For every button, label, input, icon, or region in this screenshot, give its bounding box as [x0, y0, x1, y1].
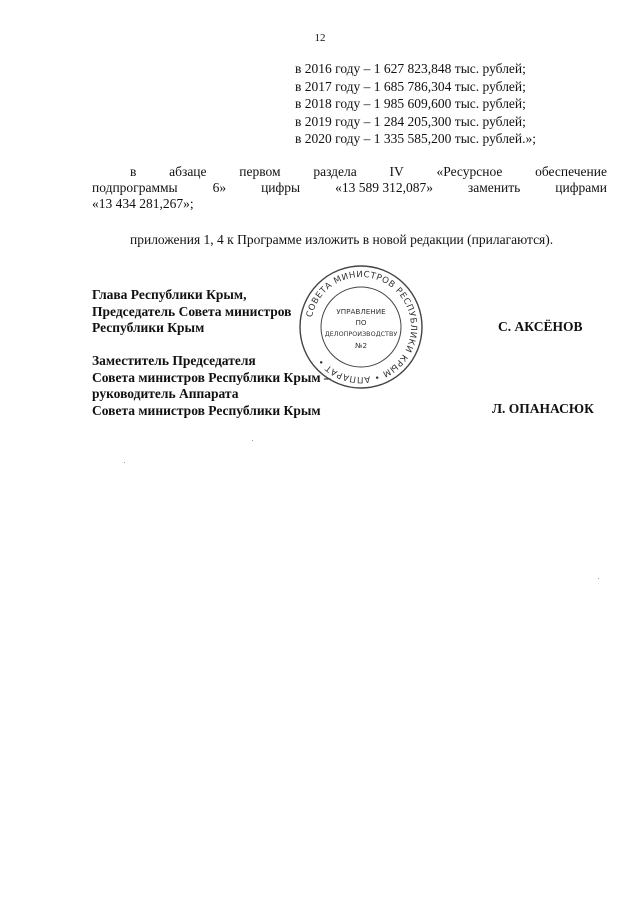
stamp-line: ПО	[355, 318, 367, 327]
word: «Ресурсное	[436, 164, 503, 179]
title-line: Глава Республики Крым,	[92, 287, 247, 302]
budget-line-2016: в 2016 году – 1 627 823,848 тыс. рублей;	[295, 61, 526, 76]
word: абзаце	[169, 164, 207, 179]
paragraph-line-2	[92, 180, 607, 196]
budget-line-2018: в 2018 году – 1 985 609,600 тыс. рублей;	[295, 96, 526, 112]
stamp-ring-text: СОВЕТА МИНИСТРОВ РЕСПУБЛИКИ КРЫМ • АППАРАТ •	[304, 269, 419, 385]
budget-line-2020: в 2020 году – 1 335 585,200 тыс. рублей.»;	[295, 131, 537, 147]
paragraph-amendment	[92, 164, 607, 212]
paragraph-appendices: приложения 1, 4 к Программе изложить в новой редакции (прилагаются).	[130, 232, 554, 247]
title-line: Председатель Совета министров	[92, 303, 292, 319]
stamp-line: №2	[354, 341, 368, 350]
stamp-line: ДЕЛОПРОИЗВОДСТВУ	[324, 330, 398, 338]
signatory-1-title	[92, 287, 291, 337]
word: первом	[239, 164, 281, 179]
word: раздела	[313, 164, 357, 179]
title-line: Совета министров Республики Крым –	[92, 369, 331, 385]
title-line: руководитель Аппарата	[92, 386, 239, 401]
title-line: Совета министров Республики Крым	[92, 402, 321, 418]
page-number: 12	[314, 32, 326, 44]
word: цифрами	[555, 180, 607, 195]
budget-line-2017: в 2017 году – 1 685 786,304 тыс. рублей;	[295, 78, 526, 94]
official-stamp	[296, 262, 426, 392]
word: «13 589 312,087»	[335, 180, 433, 195]
stamp-line: УПРАВЛЕНИЕ	[336, 307, 386, 316]
paragraph-line-3: «13 434 281,267»;	[92, 196, 194, 211]
signatory-1-name: С. АКСЁНОВ	[498, 319, 583, 334]
scan-speck	[124, 462, 125, 463]
scan-speck	[252, 440, 253, 441]
word: подпрограммы	[92, 180, 178, 195]
word: 6»	[212, 180, 227, 195]
paragraph-line-1	[92, 164, 607, 180]
word: обеспечение	[535, 164, 607, 179]
title-line: Заместитель Председателя	[92, 353, 256, 368]
signatory-2-title	[92, 353, 331, 419]
budget-line-2019: в 2019 году – 1 284 205,300 тыс. рублей;	[295, 113, 526, 129]
word: цифры	[261, 180, 301, 195]
word: в	[130, 164, 137, 179]
word: заменить	[467, 180, 521, 195]
title-line: Республики Крым	[92, 320, 205, 335]
signatory-2-name: Л. ОПАНАСЮК	[492, 401, 594, 416]
budget-lines	[295, 60, 615, 148]
word: IV	[389, 164, 404, 179]
scan-speck	[598, 578, 599, 579]
